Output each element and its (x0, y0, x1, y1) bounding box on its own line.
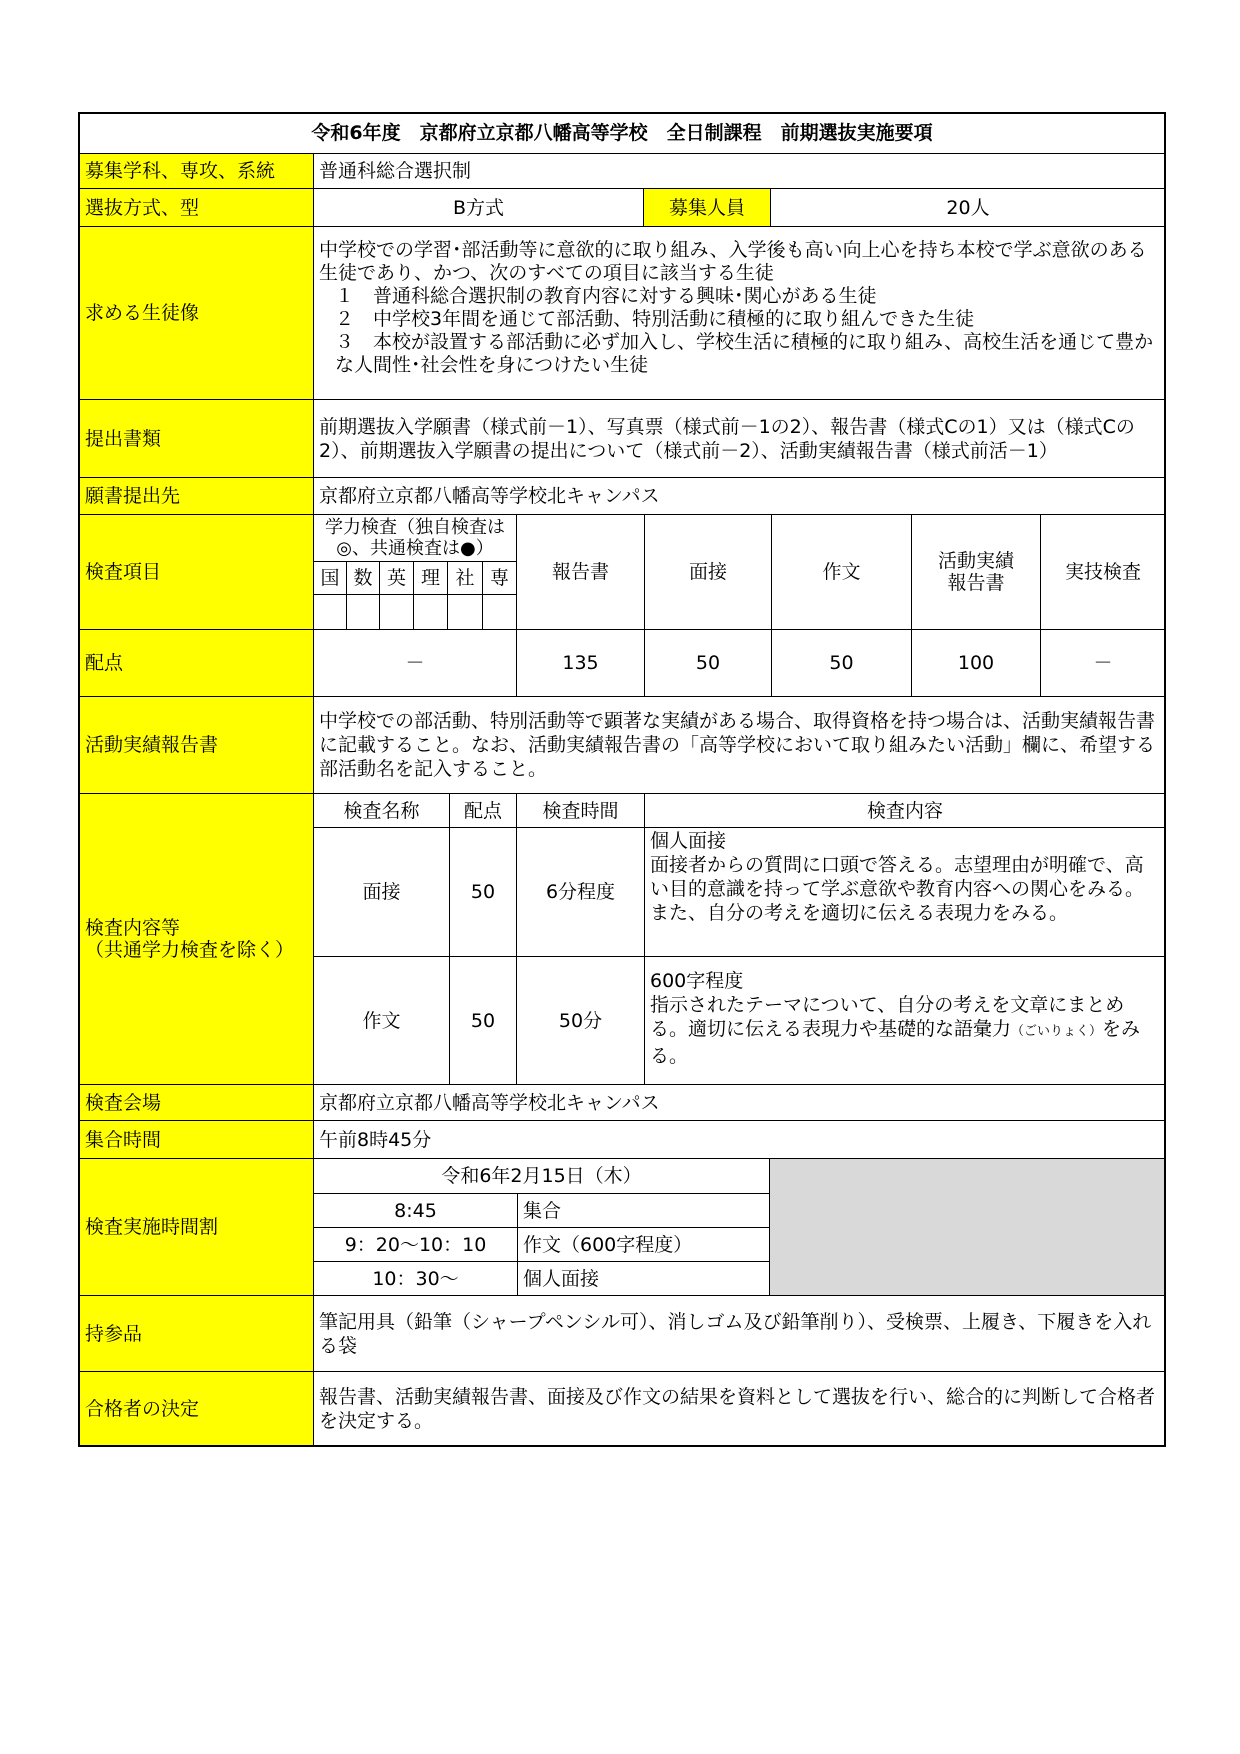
exam-content-header-content: 検査内容 (644, 793, 1166, 828)
exam-content-label (78, 793, 314, 1085)
activity-report-label: 活動実績報告書 (78, 696, 314, 794)
capacity-label: 募集人員 (643, 188, 771, 227)
points-academic: － (313, 629, 517, 697)
exam-content-header-points: 配点 (449, 793, 517, 828)
subject-math: 数 (346, 561, 380, 595)
exam-item-report: 報告書 (516, 514, 645, 630)
exam-item-practical: 実技検査 (1040, 514, 1166, 630)
venue-value: 京都府立京都八幡高等学校北キャンパス (313, 1084, 1166, 1121)
recruit-label: 募集学科、専攻、系統 (78, 153, 314, 189)
subject-mark-cell (413, 594, 448, 630)
subject-mark-cell (313, 594, 347, 630)
subject-mark-cell (447, 594, 483, 630)
points-interview: 50 (644, 629, 772, 697)
ideal-item-2: ２ 中学校3年間を通じて部活動、特別活動に積極的に取り組んできた生徒 (335, 308, 975, 330)
exam-content-label-line-2: （共通学力検査を除く） (85, 939, 295, 961)
exam-item-activity-report (911, 514, 1041, 630)
timetable-time-1: 8:45 (313, 1193, 518, 1228)
points-label: 配点 (78, 629, 314, 697)
timetable-date: 令和6年2月15日（木） (313, 1158, 770, 1194)
ideal-student-content (313, 226, 1166, 400)
subject-japanese: 国 (313, 561, 347, 595)
points-report: 135 (516, 629, 645, 697)
ideal-student-label: 求める生徒像 (78, 226, 314, 400)
subject-social: 社 (447, 561, 483, 595)
points-activity-report: 100 (911, 629, 1041, 697)
documents-label: 提出書類 (78, 399, 314, 478)
method-value: B方式 (313, 188, 644, 227)
essay-name: 作文 (313, 956, 450, 1085)
essay-content-text (650, 993, 1159, 1068)
exam-item-essay: 作文 (771, 514, 912, 630)
exam-item-interview: 面接 (644, 514, 772, 630)
essay-points: 50 (449, 956, 517, 1085)
activity-report-line-2: 報告書 (947, 572, 1005, 594)
gather-value: 午前8時45分 (313, 1120, 1166, 1159)
venue-label: 検査会場 (78, 1084, 314, 1121)
interview-content-title: 個人面接 (650, 830, 727, 852)
timetable-event-2: 作文（600字程度） (517, 1227, 770, 1262)
timetable-time-2: 9：20～10：10 (313, 1227, 518, 1262)
interview-content-text: 面接者からの質問に口頭で答える。志望理由が明確で、高い目的意識を持って学ぶ意欲や教育内容への関心をみる。また、自分の考えを適切に伝える表現力をみる。 (650, 854, 1145, 924)
document-title: 令和6年度 京都府立京都八幡高等学校 全日制課程 前期選抜実施要項 (78, 112, 1166, 154)
points-essay: 50 (771, 629, 912, 697)
subject-science: 理 (413, 561, 448, 595)
interview-content (644, 827, 1166, 957)
recruit-value: 普通科総合選択制 (313, 153, 1166, 189)
essay-content (644, 956, 1166, 1085)
essay-content-ruby: （ごいりょく） (1011, 1024, 1103, 1039)
activity-report-value: 中学校での部活動、特別活動等で顕著な実績がある場合、取得資格を持つ場合は、活動実績報告書に記載すること。なお、活動実績報告書の「高等学校において取り組みたい活動」欄に、希望する部活動名を記入すること。 (313, 696, 1166, 794)
activity-report-line-1: 活動実績 (937, 550, 1014, 572)
essay-time: 50分 (516, 956, 645, 1085)
points-practical: － (1040, 629, 1166, 697)
interview-time: 6分程度 (516, 827, 645, 957)
subject-mark-cell (346, 594, 380, 630)
ideal-item-1: １ 普通科総合選択制の教育内容に対する興味･関心がある生徒 (335, 285, 877, 307)
timetable-event-1: 集合 (517, 1193, 770, 1228)
timetable-time-3: 10：30～ (313, 1261, 518, 1296)
subject-english: 英 (379, 561, 414, 595)
timetable-blank-cell (769, 1158, 1166, 1296)
subject-mark-cell (482, 594, 517, 630)
belongings-value: 筆記用具（鉛筆（シャープペンシル可）、消しゴム及び鉛筆削り）、受検票、上履き、下履きを入れる袋 (313, 1295, 1166, 1372)
exam-items-label: 検査項目 (78, 514, 314, 630)
subject-mark-cell (379, 594, 414, 630)
method-label: 選抜方式、型 (78, 188, 314, 227)
exam-content-label-line-1: 検査内容等 (85, 917, 181, 939)
timetable-label: 検査実施時間割 (78, 1158, 314, 1296)
essay-content-text-b: をみる。 (650, 1018, 1141, 1067)
essay-content-title: 600字程度 (650, 970, 744, 992)
documents-value: 前期選抜入学願書（様式前－1）、写真票（様式前－1の2）、報告書（様式Cの1）又は（様式Cの2）、前期選抜入学願書の提出について（様式前－2）、活動実績報告書（様式前活－1） (313, 399, 1166, 478)
ideal-item-3: ３ 本校が設置する部活動に必ず加入し、学校生活に積極的に取り組み、高校生活を通じて豊かな人間性･社会性を身につけたい生徒 (335, 331, 1154, 376)
interview-name: 面接 (313, 827, 450, 957)
capacity-value: 20人 (770, 188, 1166, 227)
subject-specialty: 専 (482, 561, 517, 595)
essay-content-text-a: 指示されたテーマについて、自分の考えを文章にまとめる。適切に伝える表現力や基礎的な語彙力 (650, 994, 1125, 1040)
timetable-event-3: 個人面接 (517, 1261, 770, 1296)
decision-value: 報告書、活動実績報告書、面接及び作文の結果を資料として選抜を行い、総合的に判断して合格者を決定する。 (313, 1371, 1166, 1447)
submit-to-value: 京都府立京都八幡高等学校北キャンパス (313, 477, 1166, 515)
ideal-intro: 中学校での学習･部活動等に意欲的に取り組み、入学後も高い向上心を持ち本校で学ぶ意欲のある生徒であり、かつ、次のすべての項目に該当する生徒 (319, 239, 1147, 284)
exam-content-header-time: 検査時間 (516, 793, 645, 828)
submit-to-label: 願書提出先 (78, 477, 314, 515)
gather-label: 集合時間 (78, 1120, 314, 1159)
interview-points: 50 (449, 827, 517, 957)
decision-label: 合格者の決定 (78, 1371, 314, 1447)
exam-content-header-name: 検査名称 (313, 793, 450, 828)
academic-exam-header: 学力検査（独自検査は◎、共通検査は●） (313, 514, 517, 562)
belongings-label: 持参品 (78, 1295, 314, 1372)
